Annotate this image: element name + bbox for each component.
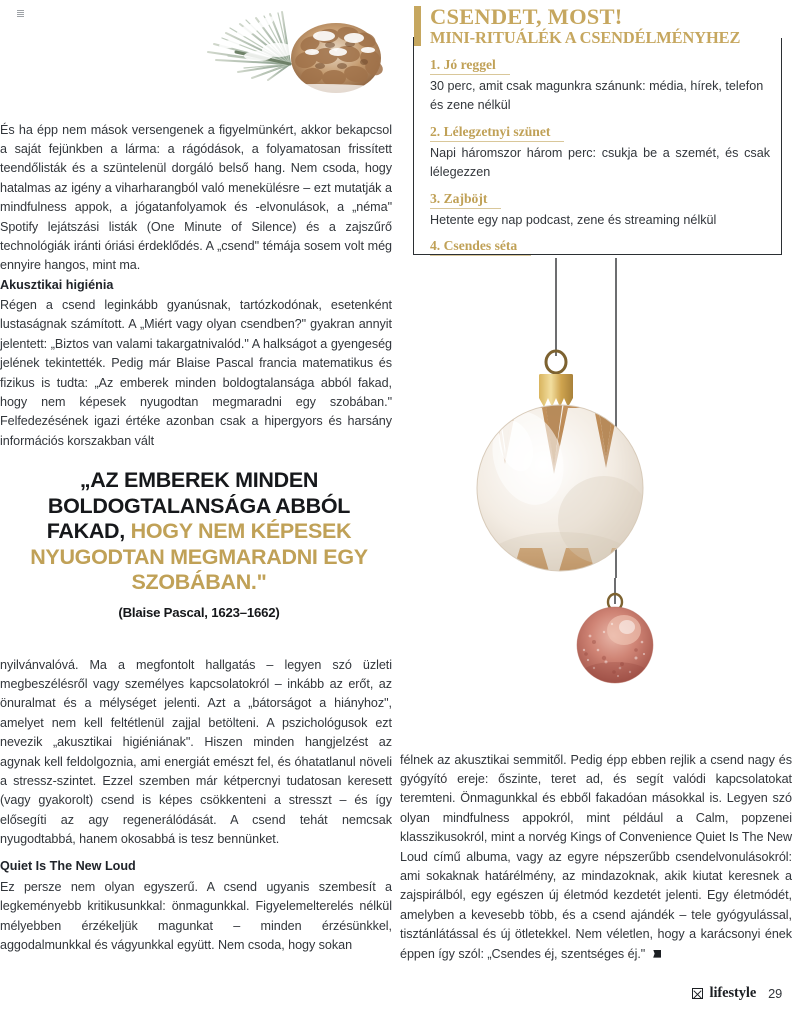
pull-quote-black-text: „AZ EMBEREK MINDEN BOLDOGTALANSÁGA ABBÓL FAKAD, (46, 468, 351, 543)
ritual-item-body: Hetente egy nap podcast, zene és streaming nélkül (430, 212, 717, 227)
christmas-baubles-image (408, 258, 792, 728)
left-column (0, 0, 392, 1012)
pull-quote-attribution: (Blaise Pascal, 1623–1662) (118, 604, 280, 620)
page-number: 29 (768, 986, 782, 1001)
section-acoustic-paragraph: Régen a csend leginkább gyanúsnak, tartózkodónak, esetenként lustaságnak számított. A „Miért vagy olyan csendben?" gyakran annyit jelentett: „Biztos van valami takargatnivalód." A halkságot a gyengeség jelének tekintették. Pedig már Blaise Pascal francia matematikus és fizikus is tudta: „Az emberek minden boldogtalansága abból fakad, hogy nem képesek nyugodtan megmaradni egy szobában." Felfedezésének igazi értéke azonban csak a hipergyors és harsány információs korszakban vált (0, 298, 392, 448)
section-heading-quiet: Quiet Is The New Loud (0, 859, 136, 873)
crossed-square-logo-icon (692, 988, 703, 999)
pine-branch-pinecone-image (178, 0, 406, 100)
closing-paragraph: félnek az akusztikai semmitől. Pedig épp ebben rejlik a csend nagy és gyógyító ereje: őszinte, teret ad, és segít valódi kapcsolatokat teremteni. Önmagunkkal és ebből fakadóan másokkal is. Legyen szó olyan mindfulness appokról, mint például a Calm, popzenei klasszikusokról, mint a norvég Kings of Convenience Quiet Is The New Loud című albuma, vagy az egyre népszerűbb csendelvonulásokról: ami sokaknak határélmény, az mindazoknak, akik kiutat keresnek a zajspirálból, egy egészen új életmód kezdetét jelenti. Egy életmódét, amelyben a kevesebb több, és a csend ajándék – tele gyógyulással, tisztánlátással és új ötletekkel. Nem véletlen, hogy a karácsonyi ének éppen így szól: „Csendes éj, szentséges éj." (400, 752, 792, 961)
ritual-box-title: CSENDET, MOST! (430, 4, 623, 29)
ritual-item-title: 1. Jó reggel (430, 57, 510, 75)
ritual-item (430, 56, 770, 116)
footer-brand-name: lifestyle (709, 985, 757, 1001)
ritual-item-title: 4. Csendes séta (430, 238, 531, 256)
ritual-list (430, 56, 770, 277)
page-footer (0, 985, 800, 1002)
ritual-item-body: 30 perc, amit csak magunkra szánunk: média, hírek, telefon és zene nélkül (430, 79, 764, 113)
ritual-sidebar-box (408, 0, 782, 256)
section-acoustic-hygiene (0, 276, 392, 464)
section-quiet-is-the-new-loud (0, 857, 392, 968)
gold-accent-bar-icon (414, 6, 421, 46)
ritual-item-body: Napi háromszor három perc: csukja be a szemét, és csak lélegezzen (430, 145, 770, 180)
pull-quote-gold-text: HOGY NEM KÉPESEK NYUGODTAN MEGMARADNI EGY SZOBÁBAN." (30, 519, 368, 594)
ritual-item (430, 123, 770, 183)
closing-paragraph-wrapper (400, 751, 792, 964)
section-quiet-paragraph: Ez persze nem olyan egyszerű. A csend ugyanis szembesít a legkeményebb kritikusunkkal: önmagunkkal. Figyelemelterelés nélkül mélyebben érzékeljük magunkat – minden érzésünkkel, aggodalmunkkal és vágyunkkal együtt. Nem csoda, hogy sokan (0, 880, 392, 953)
ritual-box-header (414, 5, 776, 47)
pull-quote (20, 468, 378, 620)
end-of-article-mark-icon (653, 950, 661, 958)
ritual-item-title: 3. Zajböjt (430, 191, 501, 209)
ritual-item-title: 2. Lélegzetnyi szünet (430, 124, 564, 142)
section-closing (400, 738, 792, 977)
ritual-box-subtitle: MINI-RITUÁLÉK A CSENDÉLMÉNYHEZ (430, 28, 741, 47)
ritual-item (430, 190, 770, 230)
lead-paragraph: És ha épp nem mások versengenek a figyelmünkért, akkor bekapcsol a saját fejünkben a lárma: a rágódások, a folyamatosan frissített teendőlisták és a szüntelenül dorgáló belső hang. Nem csoda, hogy hatalmas az igény a viharharangból való menekülésre – ezt mutatják a mindfulness appok, a jógatanfolyamok és -elvonulások, a „néma" Spotify lejátszási listák (One Minute of Silence) és a zajszűrő technológiák iránti óriási érdeklődés. A „csend" témája sosem volt még ennyire hangos, mint ma. (0, 122, 392, 273)
right-column (400, 0, 800, 1012)
continuation-paragraph: nyilvánvalóvá. Ma a megfontolt hallgatás – legyen szó üzleti megbeszélésről vagy személyes kapcsolatokról – inkább az erőt, az önuralmat és a mélységet jelenti. Azt a „bátorságot a hiányhoz", amelyet nem kell feltétlenül zajjal betölteni. A pszichológusok ezt nevezik „akusztikai higiéniának". Hiszen minden hangjelzést az agynak kell feldolgoznia, ami energiát emészt fel, és óhatatlanul növeli a stressz-szintet. Ezzel szemben már kétpercnyi tudatosan keresett (vagy gyakorolt) csend is képes csökkenteni a stresszt – és így elősegíti az agy regenerálódását. A csend tehát nemcsak nyugodtabbá, hanem okosabbá is tesz bennünket. (0, 657, 392, 847)
section-continuation (0, 643, 392, 862)
section-heading-acoustic: Akusztikai higiénia (0, 278, 114, 292)
